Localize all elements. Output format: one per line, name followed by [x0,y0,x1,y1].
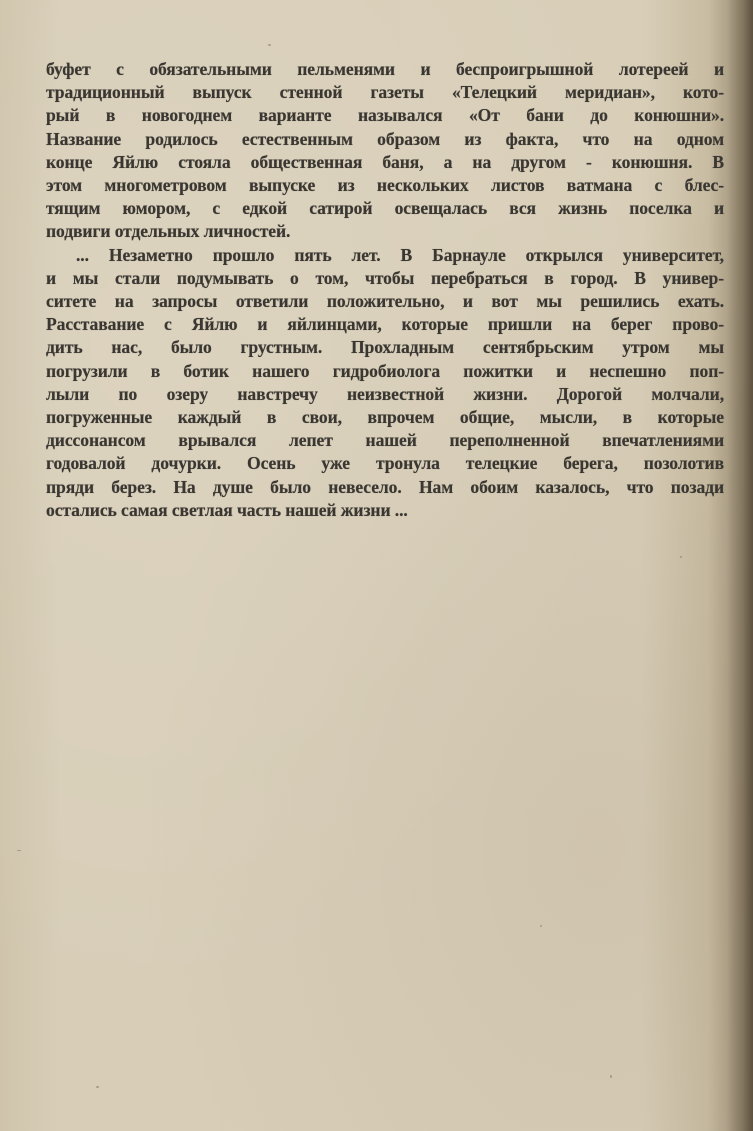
paper-speck [268,44,271,46]
text-line: Расставание с Яйлю и яйлинцами, которые пришли на берег прово- [46,314,724,335]
paper-speck [680,556,682,558]
text-line: остались самая светлая часть нашей жизни ... [46,499,408,520]
text-line: пряди берез. На душе было невесело. Нам обоим казалось, что позади [46,476,724,497]
body-text [46,58,724,522]
text-line: конце Яйлю стояла общественная баня, а на другом - конюшня. В [46,151,724,172]
text-line: погрузили в ботик нашего гидробиолога пожитки и неспешно поп- [46,360,724,381]
text-line: лыли по озеру навстречу неизвестной жизни. Дорогой молчали, [46,383,724,404]
text-line: годовалой дочурки. Осень уже тронула телецкие берега, позолотив [46,453,724,474]
text-line: диссонансом врывался лепет нашей переполненной впечатлениями [46,430,724,451]
text-line: ситете на запросы ответили положительно, и вот мы решились ехать. [46,291,724,312]
text-line: рый в новогоднем варианте назывался «От бани до конюшни». [46,105,724,126]
text-line: Название родилось естественным образом из факта, что на одном [46,128,724,149]
text-line: и мы стали подумывать о том, чтобы перебраться в город. В универ- [46,267,724,288]
paper-speck [17,850,21,851]
text-line: тящим юмором, с едкой сатирой освещалась вся жизнь поселка и [46,198,724,219]
text-line: дить нас, было грустным. Прохладным сентябрьским утром мы [46,337,724,358]
paper-speck [96,1086,99,1088]
paper-speck [610,1075,612,1078]
text-line: буфет с обязательными пельменями и беспроигрышной лотереей и [46,59,724,79]
paragraph-2 [46,244,724,522]
text-line: традиционный выпуск стенной газеты «Телецкий меридиан», кото- [46,82,724,103]
page-edge-shadow [727,0,753,1131]
text-line: этом многометровом выпуске из нескольких листов ватмана с блес- [46,175,724,196]
text-line: ... Незаметно прошло пять лет. В Барнауле открылся университет, [76,244,724,265]
text-line: погруженные каждый в свои, впрочем общие, мысли, в которые [46,407,724,428]
paper-speck [540,925,542,927]
text-line: подвиги отдельных личностей. [46,221,291,242]
paragraph-1 [46,58,724,244]
